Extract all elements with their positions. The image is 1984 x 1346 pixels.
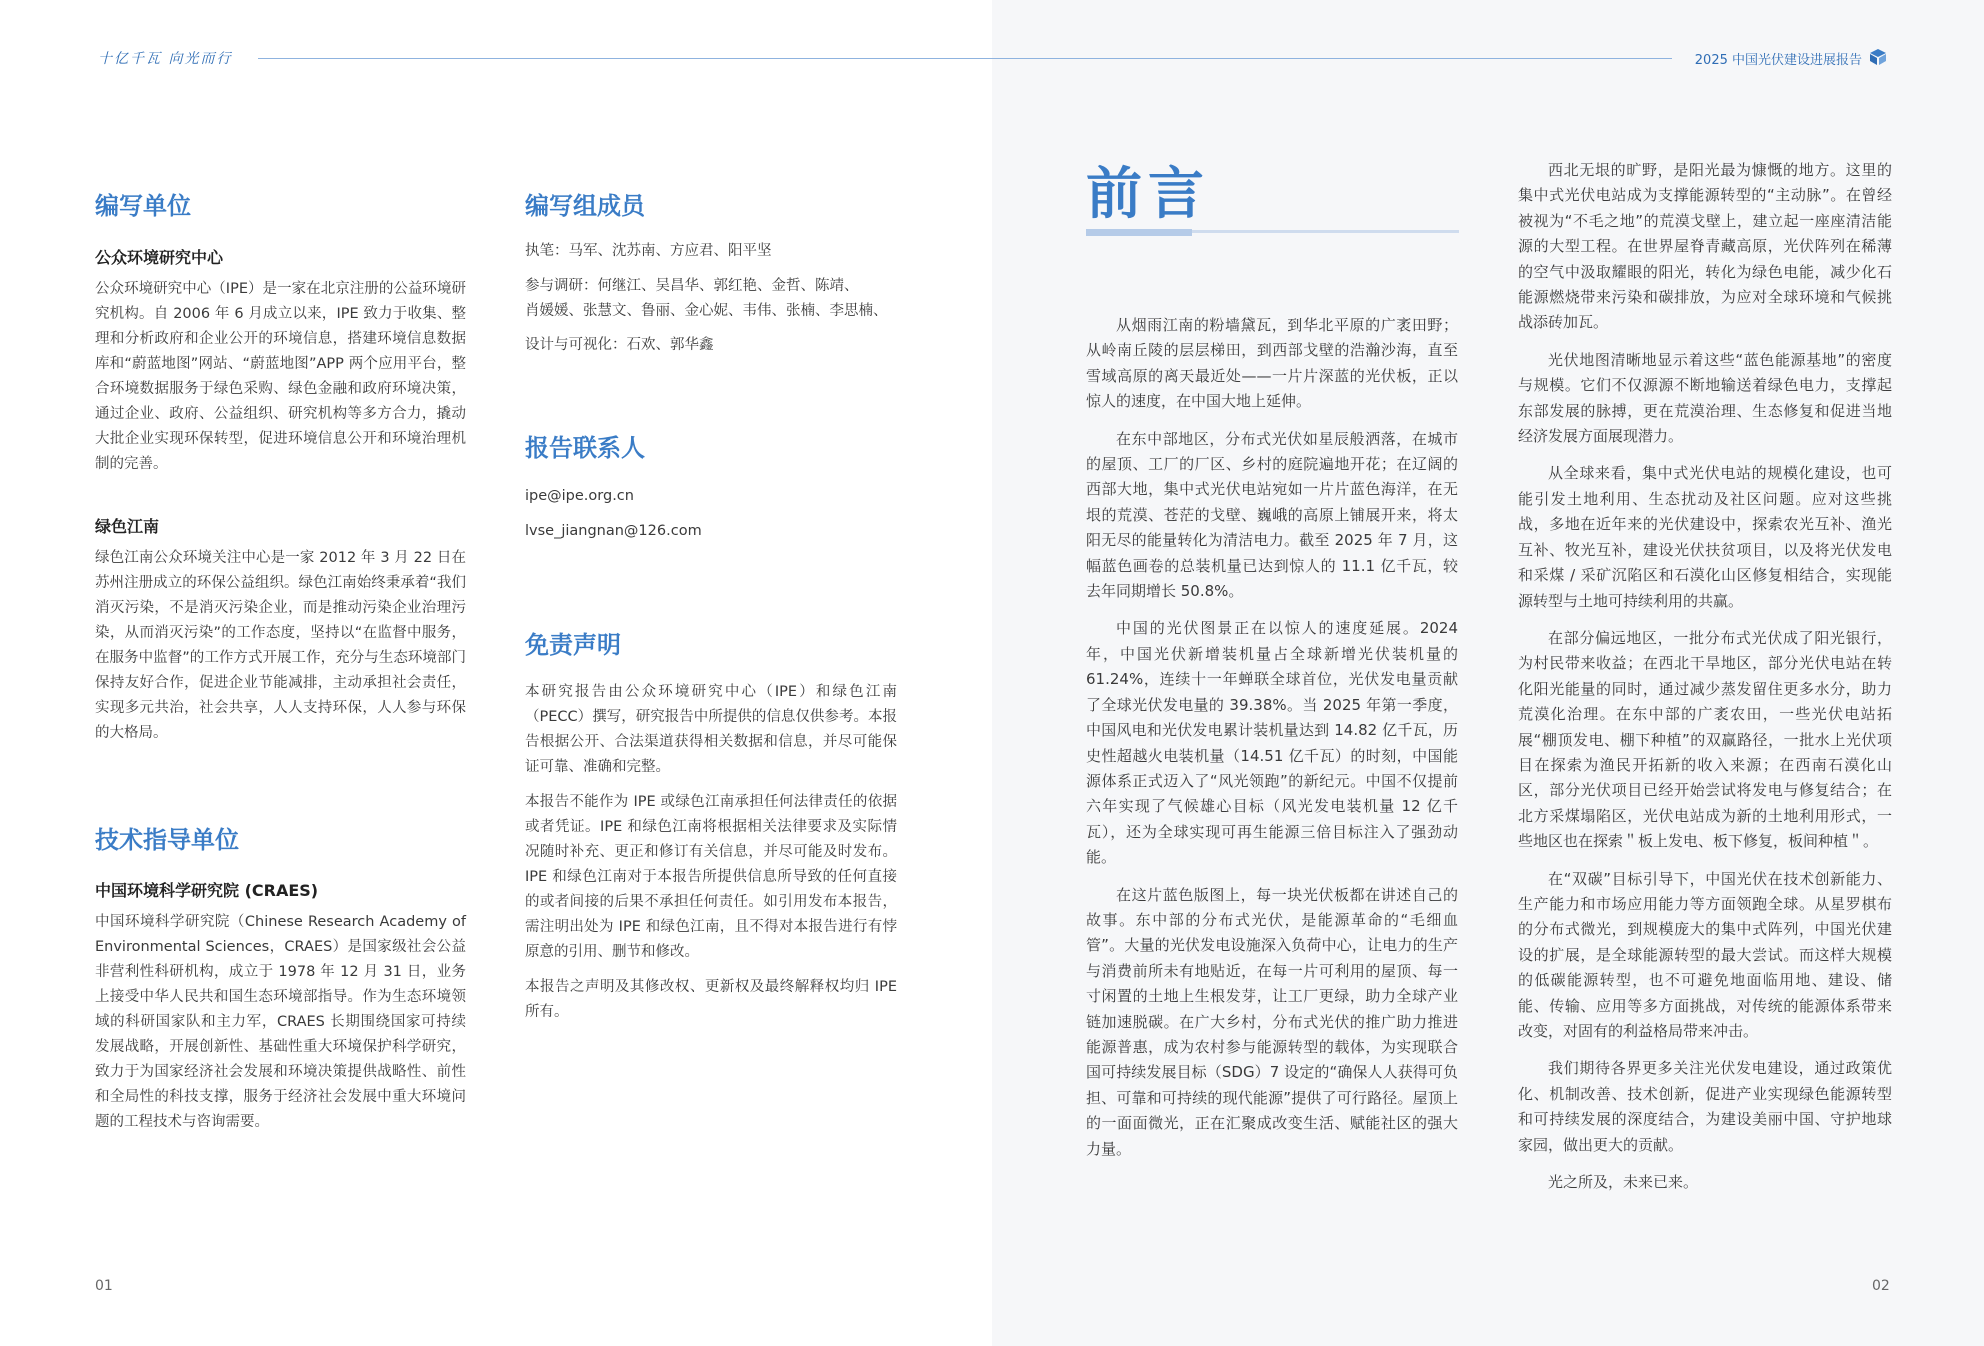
disclaimer-paragraph-2: 本报告不能作为 IPE 或绿色江南承担任何法律责任的依据或者凭证。IPE 和绿色江南将根据相关法律要求及实际情况随时补充、更正和修订有关信息，并尽可能及时发布。IPE 和绿色江南对于本报告所提供信息所导致的任何直接的或者间接的后果不承担任何责任。如引用发布本报告，需注明出处为 IPE 和绿色江南，且不得对本报告进行有悖原意的引用、删节和修改。 [525, 794, 897, 960]
header-slogan: 十亿千瓦 向光而行 [98, 51, 233, 67]
disclaimer-paragraph-1: 本研究报告由公众环境研究中心（IPE）和绿色江南（PECC）撰写，研究报告中所提供的信息仅供参考。本报告根据公开、合法渠道获得相关数据和信息，并尽可能保证可靠、准确和完整。 [525, 684, 897, 775]
header-divider [258, 58, 1672, 59]
members-research-line2: 肖媛媛、张慧文、鲁丽、金心妮、韦伟、张楠、李思楠、 [525, 303, 888, 319]
contact-heading: 报告联系人 [525, 434, 645, 462]
members-writers: 执笔：马军、沈苏南、方应君、阳平坚 [525, 243, 772, 259]
page-header [0, 48, 1984, 70]
preface-column-2 [1518, 158, 1892, 1207]
preface-paragraph: 光伏地图清晰地显示着这些“蓝色能源基地”的密度与规模。它们不仅源源不断地输送着绿色电力，支撑起东部发展的脉搏，更在荒漠治理、生态修复和促进当地经济发展方面展现潜力。 [1518, 350, 1892, 446]
tech-heading: 技术指导单位 [95, 826, 239, 854]
cube-logo-icon [1868, 48, 1888, 66]
disclaimer-heading: 免责声明 [525, 631, 621, 659]
page-number-right: 02 [1872, 1278, 1890, 1294]
org1-description: 公众环境研究中心（IPE）是一家在北京注册的公益环境研究机构。自 2006 年 6 月成立以来，IPE 致力于收集、整理和分析政府和企业公开的环境信息，搭建环境信息数据库和“蔚蓝地图”网站、“蔚蓝地图”APP 两个应用平台，整合环境数据服务于绿色采购、绿色金融和政府环境决策，通过企业、政府、公益组织、研究机构等多方合力，撬动大批企业实现环保转型，促进环境信息公开和环境治理机制的完善。 [95, 281, 466, 472]
preface-paragraph: 西北无垠的旷野，是阳光最为慷慨的地方。这里的集中式光伏电站成为支撑能源转型的“主动脉”。在曾经被视为“不毛之地”的荒漠戈壁上，建立起一座座清洁能源的大型工程。在世界屋脊青藏高原，光伏阵列在稀薄的空气中汲取耀眼的阳光，转化为绿色电能，减少化石能源燃烧带来污染和碳排放，为应对全球环境和气候挑战添砖加瓦。 [1518, 161, 1892, 332]
preface-paragraph: 从全球来看，集中式光伏电站的规模化建设，也可能引发土地利用、生态扰动及社区问题。应对这些挑战，多地在近年来的光伏建设中，探索农光互补、渔光互补、牧光互补，建设光伏扶贫项目，以及将光伏发电和采煤 / 采矿沉陷区和石漠化山区修复相结合，实现能源转型与土地可持续利用的共赢。 [1518, 464, 1892, 610]
preface-paragraph: 在“双碳”目标引导下，中国光伏在技术创新能力、生产能力和市场应用能力等方面领跑全球。从星罗棋布的分布式微光，到规模庞大的集中式阵列，中国光伏建设的扩展，是全球能源转型的最大尝试。而这样大规模的低碳能源转型，也不可避免地面临用地、建设、储能、传输、应用等多方面挑战，对传统的能源体系带来改变，对固有的利益格局带来冲击。 [1518, 869, 1892, 1040]
disclaimer-paragraph-3: 本报告之声明及其修改权、更新权及最终解释权均归 IPE 所有。 [525, 979, 897, 1020]
org2-name: 绿色江南 [95, 517, 160, 536]
org1-name: 公众环境研究中心 [95, 248, 224, 267]
members-heading: 编写组成员 [525, 192, 645, 220]
contact-email-2: lvse_jiangnan@126.com [525, 523, 702, 539]
preface-closing: 光之所及，未来已来。 [1548, 1173, 1699, 1192]
members-design: 设计与可视化：石欢、郭华鑫 [525, 337, 714, 353]
org2-description: 绿色江南公众环境关注中心是一家 2012 年 3 月 22 日在苏州注册成立的环保公益组织。绿色江南始终秉承着“我们消灭污染，不是消灭污染企业，而是推动污染企业治理污染，从而消灭污染”的工作态度，坚持以“在监督中服务，在服务中监督”的工作方式开展工作，充分与生态环境部门保持友好合作，促进企业节能减排，主动承担社会责任，实现多元共治，社会共享，人人支持环保，人人参与环保的大格局。 [95, 550, 466, 741]
compiler-heading: 编写单位 [95, 192, 191, 220]
preface-paragraph: 在这片蓝色版图上，每一块光伏板都在讲述自己的故事。东中部的分布式光伏，是能源革命的“毛细血管”。大量的光伏发电设施深入负荷中心，让电力的生产与消费前所未有地贴近，在每一片可利用的屋顶、每一寸闲置的土地上生根发芽，让工厂更绿，助力全球产业链加速脱碳。在广大乡村，分布式光伏的推广助力推进能源普惠，成为农村参与能源转型的载体，为实现联合国可持续发展目标（SDG）7 设定的“确保人人获得可负担、可靠和可持续的现代能源”提供了可行路径。屋顶上的一面面微光，正在汇聚成改变生活、赋能社区的强大力量。 [1086, 885, 1458, 1158]
header-report-title: 2025 中国光伏建设进展报告 [1694, 53, 1862, 68]
preface-paragraph: 我们期待各界更多关注光伏发电建设，通过政策优化、机制改善、技术创新，促进产业实现绿色能源转型和可持续发展的深度结合，为建设美丽中国、守护地球家园，做出更大的贡献。 [1518, 1059, 1892, 1154]
contact-email-1: ipe@ipe.org.cn [525, 488, 634, 504]
page-number-left: 01 [95, 1278, 113, 1294]
tech-org-description: 中国环境科学研究院（Chinese Research Academy of Environmental Sciences，CRAES）是国家级社会公益非营利性科研机构，成立于 1978 年 12 月 31 日，业务上接受中华人民共和国生态环境部指导。作为生态环境领域的科研国家队和主力军，CRAES 长期围绕国家可持续发展战略，开展创新性、基础性重大环境保护科学研究，致力于为国家经济社会发展和环境决策提供战略性、前性和全局性的科技支撑，服务于经济社会发展中重大环境问题的工程技术与咨询需要。 [95, 914, 466, 1130]
tech-org-name: 中国环境科学研究院 (CRAES) [95, 881, 319, 900]
preface-paragraph: 从烟雨江南的粉墙黛瓦，到华北平原的广袤田野；从岭南丘陵的层层梯田，到西部戈壁的浩瀚沙海，直至雪域高原的离天最近处——一片片深蓝的光伏板，正以惊人的速度，在中国大地上延伸。 [1086, 316, 1458, 411]
preface-underline-accent [1086, 229, 1192, 236]
preface-column-1 [1086, 313, 1458, 1174]
members-research-line1: 参与调研：何继江、吴昌华、郭红艳、金哲、陈靖、 [525, 278, 859, 294]
preface-paragraph: 在东中部地区，分布式光伏如星辰般洒落，在城市的屋顶、工厂的厂区、乡村的庭院遍地开花；在辽阔的西部大地，集中式光伏电站宛如一片片蓝色海洋，在无垠的荒漠、苍茫的戈壁、巍峨的高原上铺展开来，将太阳无尽的能量转化为清洁电力。截至 2025 年 7 月，这幅蓝色画卷的总装机量已达到惊人的 11.1 亿千瓦，较去年同期增长 50.8%。 [1086, 429, 1458, 601]
preface-paragraph: 在部分偏远地区，一批分布式光伏成了阳光银行，为村民带来收益；在西北干旱地区，部分光伏电站在转化阳光能量的同时，通过减少蒸发留住更多水分，助力荒漠化治理。在东中部的广袤农田，一些光伏电站拓展“棚顶发电、棚下种植”的双赢路径，一批水上光伏项目在探索为渔民开拓新的收入来源；在西南石漠化山区，部分光伏项目已经开始尝试将发电与修复结合；在北方采煤塌陷区，光伏电站成为新的土地利用形式，一些地区也在探索＂板上发电、板下修复，板间种植＂。 [1518, 628, 1892, 851]
preface-paragraph: 中国的光伏图景正在以惊人的速度延展。2024 年，中国光伏新增装机量占全球新增光伏装机量的 61.24%，连续十一年蝉联全球首位，光伏发电量贡献了全球光伏发电量的 39.38%。当 2025 年第一季度，中国风电和光伏发电累计装机量达到 14.82 亿千瓦，历史性超越火电装机量（14.51 亿千瓦）的时刻，中国能源体系正式迈入了“风光领跑”的新纪元。中国不仅提前六年实现了气候雄心目标（风光发电装机量 12 亿千瓦），还为全球实现可再生能源三倍目标注入了强劲动能。 [1086, 619, 1458, 867]
preface-title: 前言 [1086, 162, 1210, 227]
